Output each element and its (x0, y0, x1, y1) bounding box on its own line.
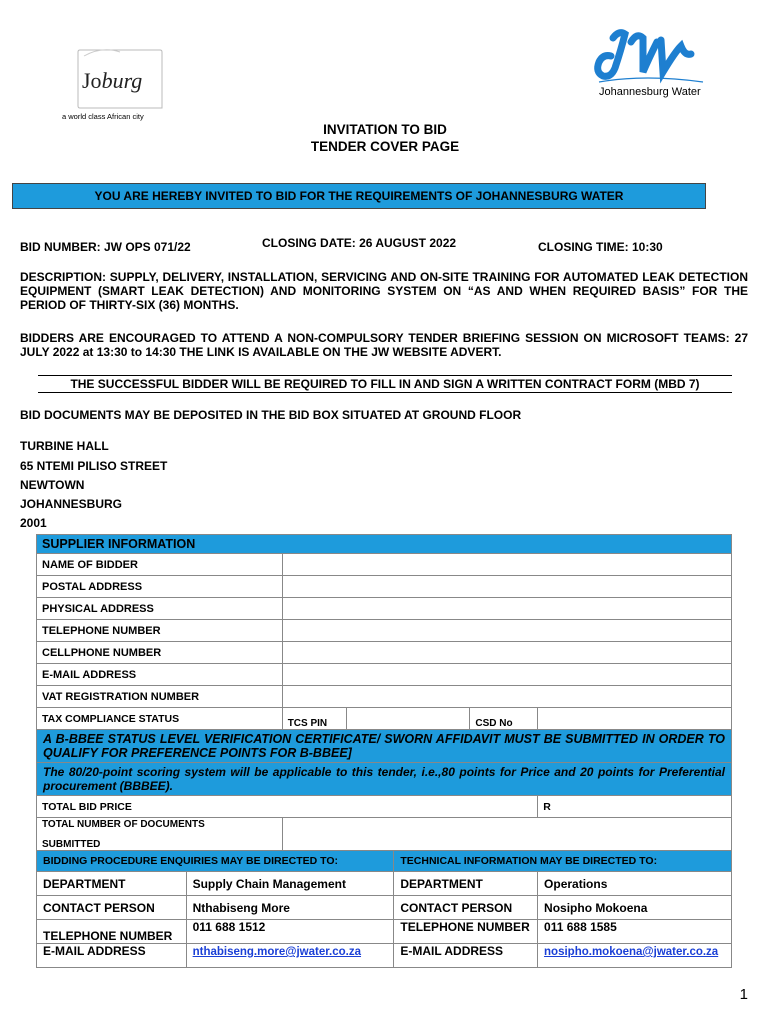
bidding-enquiries-header: BIDDING PROCEDURE ENQUIRIES MAY BE DIRECTED TO: (37, 851, 394, 872)
bidding-department: Supply Chain Management (186, 872, 394, 896)
contact-person-label: CONTACT PERSON (394, 896, 538, 920)
invite-banner (12, 183, 706, 209)
technical-contact-person: Nosipho Mokoena (538, 896, 732, 920)
address-line: NEWTOWN (20, 478, 85, 492)
bidding-contact-person: Nthabiseng More (186, 896, 394, 920)
contract-form-notice: THE SUCCESSFUL BIDDER WILL BE REQUIRED TO FILL IN AND SIGN A WRITTEN CONTRACT FORM (MBD 7) (38, 375, 732, 393)
bidding-email-link[interactable]: nthabiseng.more@jwater.co.za (192, 946, 362, 958)
technical-telephone: 011 688 1585 (538, 920, 732, 944)
department-label: DEPARTMENT (394, 872, 538, 896)
bid-number: BID NUMBER: JW OPS 071/22 (20, 240, 191, 254)
enquiries-table (36, 850, 732, 968)
technical-department: Operations (538, 872, 732, 896)
postal-address-field[interactable] (282, 576, 731, 598)
contact-person-label: CONTACT PERSON (37, 896, 187, 920)
technical-enquiries-header: TECHNICAL INFORMATION MAY BE DIRECTED TO: (394, 851, 732, 872)
csd-no-label: CSD No (470, 708, 538, 730)
department-label: DEPARTMENT (37, 872, 187, 896)
cellphone-number-field[interactable] (282, 642, 731, 664)
field-label: TELEPHONE NUMBER (37, 620, 283, 642)
page-number: 1 (739, 986, 748, 1003)
email-label: E-MAIL ADDRESS (394, 944, 538, 968)
address-line: TURBINE HALL (20, 439, 109, 453)
physical-address-field[interactable] (282, 598, 731, 620)
supplier-information-table (36, 534, 732, 859)
csd-no-field[interactable] (538, 708, 732, 730)
jw-logo-text: Johannesburg Water (599, 86, 701, 98)
briefing-session-note: BIDDERS ARE ENCOURAGED TO ATTEND A NON-COMPULSORY TENDER BRIEFING SESSION ON MICROSOFT TEAMS: 27 JULY 2022 at 13:30 to 14:30 THE LINK IS AVAILABLE ON THE JW WEBSITE ADVERT. (20, 331, 748, 359)
telephone-label: TELEPHONE NUMBER (37, 920, 187, 944)
bid-description: DESCRIPTION: SUPPLY, DELIVERY, INSTALLATION, SERVICING AND ON-SITE TRAINING FOR AUTOMATED LEAK DETECTION EQUIPMENT (SMART LEAK DETECTION) AND MONITORING SYSTEM ON “AS AND WHEN REQUIRED BASIS” FOR THE PERIOD OF THIRTY-SIX (36) MONTHS. (20, 270, 748, 312)
supplier-header: SUPPLIER INFORMATION (37, 535, 732, 554)
telephone-label: TELEPHONE NUMBER (394, 920, 538, 944)
currency-symbol: R (543, 800, 551, 813)
invite-banner-text: YOU ARE HEREBY INVITED TO BID FOR THE REQUIREMENTS OF JOHANNESBURG WATER (94, 189, 624, 203)
name-of-bidder-field[interactable] (282, 554, 731, 576)
total-documents-label-line: SUBMITTED (42, 839, 101, 850)
tcs-pin-label: TCS PIN (282, 708, 346, 730)
deposit-notice: BID DOCUMENTS MAY BE DEPOSITED IN THE BID BOX SITUATED AT GROUND FLOOR (20, 408, 522, 422)
bidding-telephone: 011 688 1512 (186, 920, 394, 944)
title-tender-cover: TENDER COVER PAGE (310, 139, 460, 154)
total-bid-price-field[interactable] (538, 796, 732, 818)
address-line: 2001 (20, 516, 47, 530)
field-label: PHYSICAL ADDRESS (37, 598, 283, 620)
joburg-tagline: a world class African city (62, 112, 144, 121)
closing-time: CLOSING TIME: 10:30 (538, 240, 663, 254)
technical-email-link[interactable]: nosipho.mokoena@jwater.co.za (544, 946, 719, 958)
total-documents-label-line: TOTAL NUMBER OF DOCUMENTS (42, 819, 205, 830)
tcs-pin-field[interactable] (346, 708, 470, 730)
jw-logo (585, 28, 715, 108)
svg-text:Joburg: Joburg (82, 68, 143, 93)
jw-logo-mark (585, 28, 715, 90)
vat-registration-field[interactable] (282, 686, 731, 708)
email-label: E-MAIL ADDRESS (37, 944, 187, 968)
title-invitation: INVITATION TO BID (323, 122, 447, 137)
address-line: 65 NTEMI PILISO STREET (20, 459, 168, 473)
closing-date: CLOSING DATE: 26 AUGUST 2022 (262, 236, 457, 250)
field-label: NAME OF BIDDER (37, 554, 283, 576)
scoring-system-note: The 80/20-point scoring system will be applicable to this tender, i.e.,80 points for Price and 20 points for Preferential procurement (BBBEE). (37, 763, 732, 796)
bbbee-certificate-note: A B-BBEE STATUS LEVEL VERIFICATION CERTIFICATE/ SWORN AFFIDAVIT MUST BE SUBMITTED IN ORDER TO QUALIFY FOR PREFERENCE POINTS FOR B-BBEE] (37, 730, 732, 763)
telephone-number-field[interactable] (282, 620, 731, 642)
total-bid-price-label: TOTAL BID PRICE (37, 796, 538, 818)
tax-compliance-label: TAX COMPLIANCE STATUS (37, 708, 283, 730)
field-label: CELLPHONE NUMBER (37, 642, 283, 664)
address-line: JOHANNESBURG (20, 497, 123, 511)
email-address-field[interactable] (282, 664, 731, 686)
field-label: VAT REGISTRATION NUMBER (37, 686, 283, 708)
joburg-logo (62, 44, 170, 124)
field-label: POSTAL ADDRESS (37, 576, 283, 598)
field-label: E-MAIL ADDRESS (37, 664, 283, 686)
